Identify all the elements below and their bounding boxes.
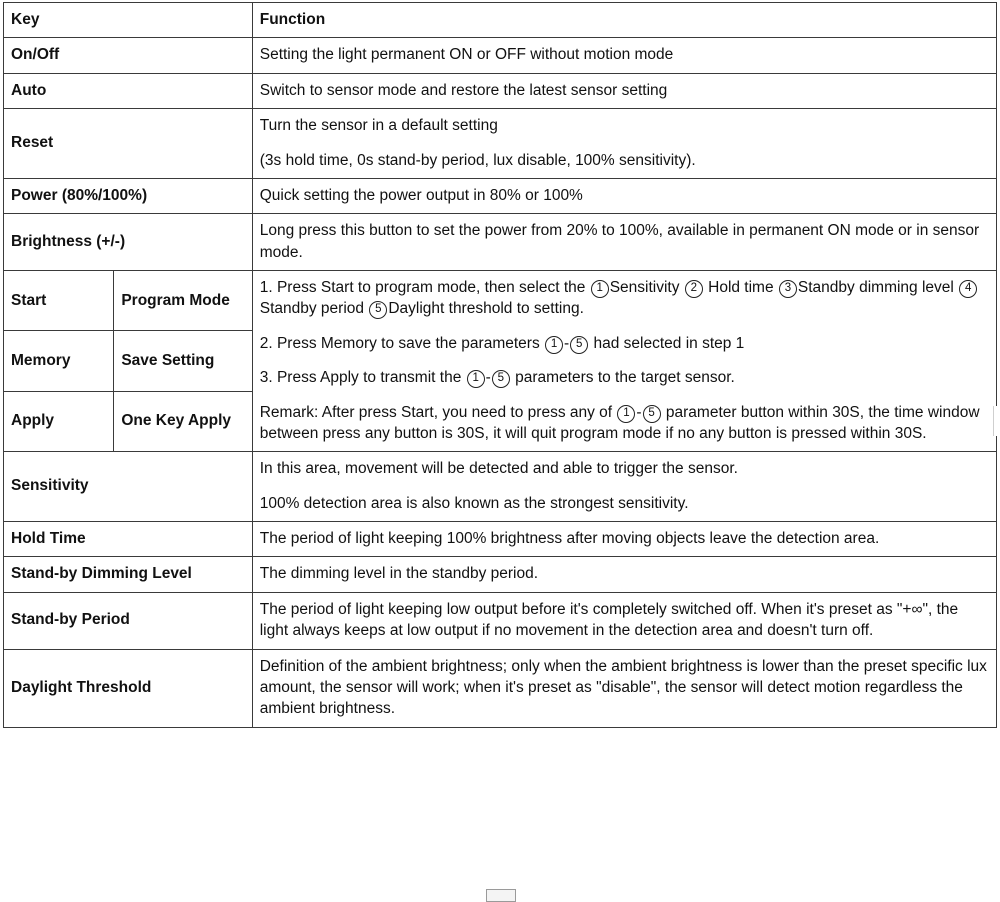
row-key-daylight-threshold: Daylight Threshold	[4, 649, 253, 727]
page-bottom-mark	[486, 889, 516, 902]
circled-number-5: 5	[570, 336, 588, 354]
circled-number-5: 5	[369, 301, 387, 319]
paragraph: Long press this button to set the power from 20% to 100%, available in permanent ON mode or in sensor mode.	[259, 222, 980, 261]
header-function: Function	[252, 3, 996, 38]
row-function-standby-dimming-level	[252, 557, 996, 592]
header-key: Key	[4, 3, 253, 38]
row-function-reset	[252, 109, 996, 179]
row-sub-program-mode: Program Mode	[114, 271, 252, 331]
row-key-auto: Auto	[4, 73, 253, 108]
paragraph-step-1	[260, 277, 989, 320]
step1-text-a: 1. Press Start to program mode, then select the	[259, 279, 586, 296]
row-function-auto	[252, 73, 996, 108]
paragraph: Setting the light permanent ON or OFF without motion mode	[259, 46, 674, 64]
row-key-standby-dimming-level: Stand-by Dimming Level	[4, 557, 253, 592]
table-row	[4, 557, 997, 592]
page-edge-marker	[993, 406, 1000, 436]
step2-text-a: 2. Press Memory to save the parameters	[259, 334, 540, 352]
circled-number-1: 1	[545, 336, 563, 354]
row-key-sensitivity: Sensitivity	[4, 452, 253, 522]
row-key-brightness: Brightness (+/-)	[4, 214, 253, 271]
table-row	[4, 522, 997, 557]
paragraph-step-3	[260, 367, 989, 388]
table-row	[4, 73, 997, 108]
circled-number-2: 2	[685, 280, 703, 298]
paragraph-step-2	[260, 333, 989, 354]
remark-text-a: Remark: After press Start, you need to press any of	[259, 403, 613, 421]
document-page	[0, 2, 1000, 902]
row-sub-save-setting: Save Setting	[114, 331, 252, 391]
row-function-hold-time	[252, 522, 996, 557]
row-key-onoff: On/Off	[4, 38, 253, 73]
table-row	[4, 271, 997, 331]
row-key-memory: Memory	[4, 331, 114, 391]
step2-dash: -	[564, 334, 570, 352]
circled-number-5: 5	[643, 405, 661, 423]
circled-number-1: 1	[591, 280, 609, 298]
step1-text-c: Hold time	[708, 279, 774, 296]
table-row	[4, 452, 997, 522]
row-function-sensitivity	[252, 452, 996, 522]
step1-text-d: Standby dimming level	[797, 279, 954, 296]
row-key-apply: Apply	[4, 391, 114, 451]
program-mode-description	[252, 271, 996, 452]
table-row	[4, 109, 997, 179]
row-function-power	[252, 178, 996, 213]
row-key-start: Start	[4, 271, 114, 331]
paragraph: Definition of the ambient brightness; only when the ambient brightness is lower than the preset specific lux amount, the sensor will work; when it's preset as "disable", the sensor will detect motion regardless the ambient brightness.	[259, 657, 987, 718]
circled-number-3: 3	[779, 280, 797, 298]
remark-text-c: parameter button within 30S, the time window between press any button is 30S, it will quit program mode if no any button is pressed within 30S.	[259, 403, 980, 442]
row-function-standby-period	[252, 592, 996, 649]
circled-number-5: 5	[492, 370, 510, 388]
row-key-reset: Reset	[4, 109, 253, 179]
table-row	[4, 38, 997, 73]
table-row	[4, 178, 997, 213]
circled-number-1: 1	[617, 405, 635, 423]
paragraph: The period of light keeping 100% brightness after moving objects leave the detection area.	[259, 530, 880, 547]
row-key-power: Power (80%/100%)	[4, 178, 253, 213]
table-header-row	[4, 3, 997, 38]
key-function-table	[3, 2, 997, 728]
paragraph: In this area, movement will be detected and able to trigger the sensor.	[259, 460, 738, 478]
paragraph: The dimming level in the standby period.	[259, 565, 539, 583]
remark-dash: -	[636, 403, 642, 421]
step3-text-a: 3. Press Apply to transmit the	[259, 369, 462, 387]
paragraph: Quick setting the power output in 80% or 100%	[259, 186, 583, 204]
table-row	[4, 214, 997, 271]
step2-text-c: had selected in step 1	[593, 334, 745, 352]
step1-text-b: Sensitivity	[609, 279, 680, 296]
row-key-hold-time: Hold Time	[4, 522, 253, 557]
row-function-daylight-threshold	[252, 649, 996, 727]
step1-text-f: Daylight threshold to setting.	[388, 300, 584, 318]
paragraph-remark	[260, 402, 989, 445]
paragraph: The period of light keeping low output before it's completely switched off. When it's preset as "+∞", the light always keeps at low output if no movement in the detection area and doesn't turn off.	[259, 600, 959, 640]
page-bottom-strip	[0, 892, 1000, 902]
row-key-standby-period: Stand-by Period	[4, 592, 253, 649]
row-function-onoff	[252, 38, 996, 73]
step3-dash: -	[485, 369, 491, 387]
table-row	[4, 649, 997, 727]
paragraph: Turn the sensor in a default setting	[259, 117, 498, 135]
circled-number-4: 4	[959, 280, 977, 298]
table-row	[4, 592, 997, 649]
step1-text-e: Standby period	[259, 300, 365, 318]
paragraph: 100% detection area is also known as the strongest sensitivity.	[259, 494, 689, 512]
paragraph: (3s hold time, 0s stand-by period, lux disable, 100% sensitivity).	[259, 151, 696, 169]
paragraph: Switch to sensor mode and restore the latest sensor setting	[259, 81, 668, 99]
step3-text-c: parameters to the target sensor.	[515, 369, 735, 387]
circled-number-1: 1	[467, 370, 485, 388]
row-function-brightness	[252, 214, 996, 271]
row-sub-one-key-apply: One Key Apply	[114, 391, 252, 451]
